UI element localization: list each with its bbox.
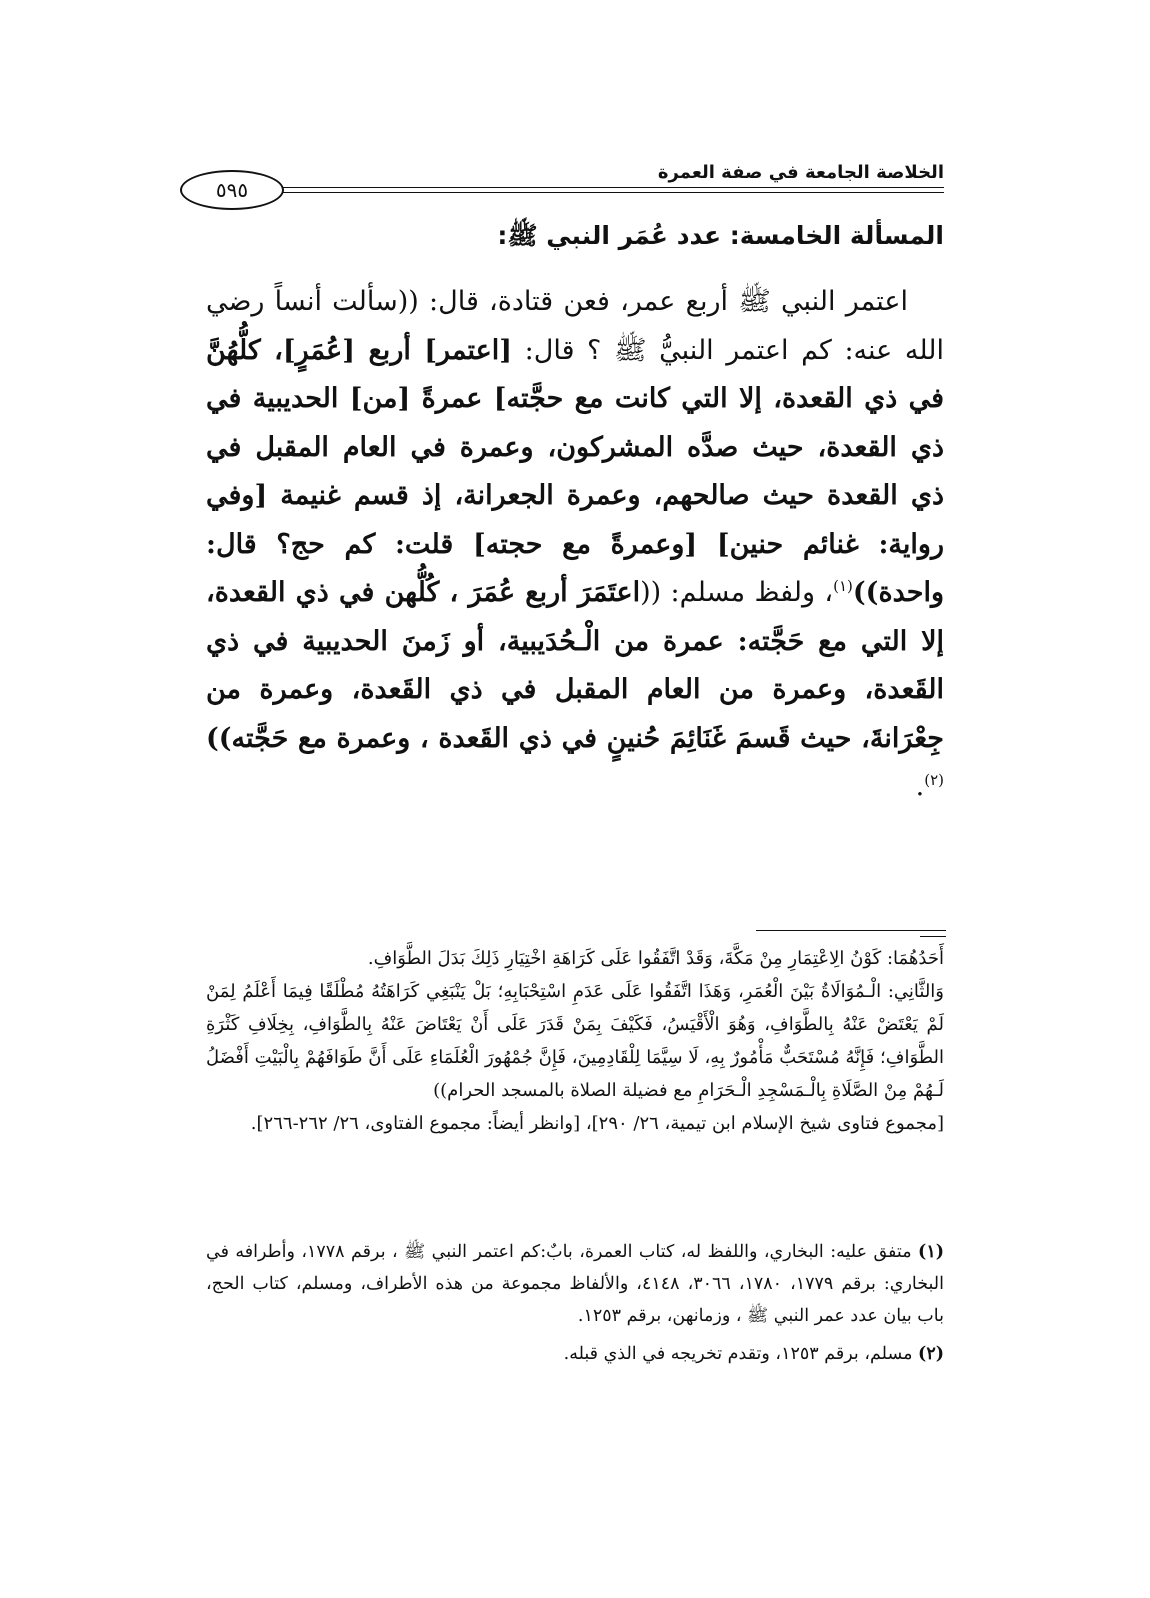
footnote-1 — [206, 1236, 944, 1332]
footnotes — [206, 1236, 944, 1376]
footnote-2 — [206, 1338, 944, 1370]
body-middle: ، ولفظ مسلم: (( — [640, 577, 834, 608]
body-bold-hadith-2: اعتَمَرَ أربع عُمَرَ ، كُلُّهن في ذي القعدة، إلا التي مع حَجَّته: عمرة من الْـحُدَيبية، أو زَمنَ الحديبية في ذي القَعدة، وعمرة من العام المقبل في ذي القَعدة، وعمرة من جِعْرَانةَ، حيث قَسمَ غَنَائِمَ حُنينٍ في ذي القَعدة ، وعمرة مع حَجَّته)) — [206, 577, 944, 754]
main-body — [206, 278, 944, 812]
body-intro: اعتمر النبي ﷺ أربع عمر، فعن قتادة، قال: ((سألت أنساً رضي الله عنه: كم اعتمر النبيُّ ﷺ ؟ قال: — [206, 286, 944, 366]
footnote-number: (٢) — [918, 1344, 944, 1364]
body-bold-hadith-1: [اعتمر] أربع [عُمَرٍ]، كلُّهُنَّ في ذي القعدة، إلا التي كانت مع حجَّته] عمرةً [من] الحديبية في ذي القعدة، حيث صدَّه المشركون، وعمرة في العام المقبل في ذي القعدة حيث صالحهم، وعمرة الجعرانة، إذ قسم غنيمة [وفي رواية: غنائم حنين] [وعمرةً مع حجته] قلت: كم حج؟ قال: واحدة)) — [206, 334, 945, 608]
body-paragraph — [206, 278, 944, 812]
footnote-separator — [756, 930, 946, 931]
footnote-text: مسلم، برقم ١٢٥٣، وتقدم تخريجه في الذي قبله. — [563, 1344, 913, 1364]
footnote-ref-2: (٢) — [924, 771, 944, 789]
body-end: . — [915, 771, 925, 802]
footnote-text: متفق عليه: البخاري، واللفظ له، كتاب العمرة، بابٌ:كم اعتمر النبي ﷺ ، برقم ١٧٧٨، وأطرافه في البخاري: برقم ١٧٧٩، ١٧٨٠، ٣٠٦٦، ٤١٤٨، والألفاظ مجموعة من هذه الأطراف، ومسلم، كتاب الحج، باب بيان عدد عمر النبي ﷺ ، وزمانهن، برقم ١٢٥٣. — [206, 1242, 944, 1326]
header-rule-bottom — [276, 192, 944, 193]
footnote-ref-1: (١) — [833, 577, 853, 595]
running-header — [180, 160, 944, 208]
footnote-separator-short — [920, 936, 946, 937]
quote-line-1: أَحَدُهُمَا: كَوْنُ الِاعْتِمَارِ مِنْ مَكَّةَ، وَقَدْ اتَّفَقُوا عَلَى كَرَاهَةِ اخْتِيَارِ ذَلِكَ بَدَلَ الطَّوَافِ. — [367, 948, 944, 969]
book-title: الخلاصة الجامعة في صفة العمرة — [657, 162, 944, 183]
footnote-number: (١) — [918, 1242, 944, 1262]
continued-footnote-quote — [206, 942, 944, 1140]
header-rule-top — [276, 187, 944, 188]
page-number-badge: ٥٩٥ — [180, 170, 284, 210]
quote-line-2: وَالثَّانِي: الْـمُوَالَاةُ بَيْنَ الْعُمَرِ، وَهَذَا اتَّفَقُوا عَلَى عَدَمِ اسْتِحْبَابِهِ؛ بَلْ يَنْبَغِي كَرَاهَتُهُ مُطْلَقًا فِيمَا أَعْلَمُ لِمَنْ لَمْ يَعْتَضْ عَنْهُ بِالطَّوَافِ، وَهُوَ الْأَقْيَسُ، فَكَيْفَ بِمَنْ قَدَرَ عَلَى أَنْ يَعْتَاضَ عَنْهُ بِالطَّوَافِ، بِخِلَافِ كَثْرَةِ الطَّوَافِ؛ فَإِنَّهُ مُسْتَحَبٌّ مَأْمُورٌ بِهِ، لَا سِيَّمَا لِلْقَادِمِينَ، فَإِنَّ جُمْهُورَ الْعُلَمَاءِ عَلَى أَنَّ طَوَافَهُمْ بِالْبَيْتِ أَفْضَلُ لَـهُمْ مِنْ الصَّلَاةِ بِالْـمَسْجِدِ الْـحَرَامِ مع فضيلة الصلاة بالمسجد الحرام)) — [206, 981, 944, 1101]
section-heading: المسألة الخامسة: عدد عُمَر النبي ﷺ: — [497, 221, 944, 250]
quote-citation: [مجموع فتاوى شيخ الإسلام ابن تيمية، ٢٦/ ٢٩٠]، [وانظر أيضاً: مجموع الفتاوى، ٢٦/ ٢٦٢-٢٦٦]. — [250, 1113, 944, 1134]
